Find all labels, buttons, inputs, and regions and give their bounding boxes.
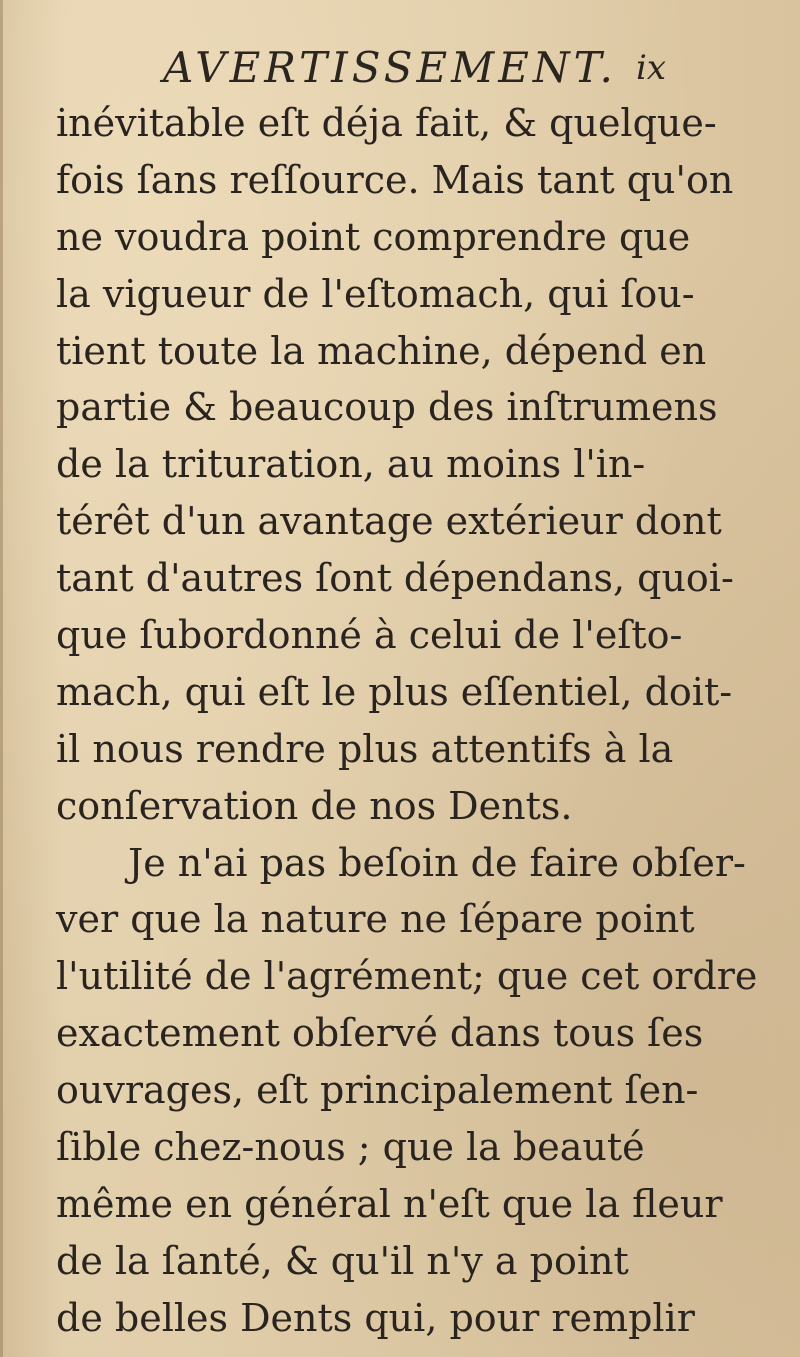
text-line: de la trituration, au moins l'in- bbox=[56, 442, 646, 487]
text-line: ouvrages, eſt principalement ſen- bbox=[56, 1068, 699, 1113]
page-gutter-edge bbox=[0, 0, 3, 1357]
text-line: partie & beaucoup des inſtrumens bbox=[56, 385, 718, 430]
text-line: il nous rendre plus attentifs à la bbox=[56, 726, 674, 771]
text-line: même en général n'eſt que la fleur bbox=[56, 1181, 723, 1226]
text-line: ne voudra point comprendre que bbox=[56, 214, 691, 259]
text-line: conſervation de nos Dents. bbox=[56, 783, 573, 828]
text-line: fois ſans reſſource. Mais tant qu'on bbox=[56, 157, 734, 202]
text-line: ſible chez-nous ; que la beauté bbox=[56, 1125, 645, 1170]
text-line: tient toute la machine, dépend en bbox=[56, 328, 707, 373]
text-line: térêt d'un avantage extérieur dont bbox=[56, 499, 722, 544]
text-line: tant d'autres ſont dépendans, quoi- bbox=[56, 556, 734, 601]
text-line: inévitable eſt déja fait, & quelque- bbox=[56, 101, 717, 145]
paragraph-start-line: Je n'ai pas beſoin de faire obſer- bbox=[128, 840, 746, 885]
text-line: de belles Dents qui, pour remplir bbox=[56, 1295, 695, 1340]
body-text bbox=[56, 95, 776, 1347]
text-line: que ſubordonné à celui de l'eſto- bbox=[56, 613, 683, 658]
text-line: ver que la nature ne ſépare point bbox=[56, 897, 695, 942]
page-header bbox=[0, 38, 800, 98]
text-line: l'utilité de l'agrément; que cet ordre bbox=[56, 954, 758, 999]
text-line: la vigueur de l'eſtomach, qui ſou- bbox=[56, 271, 695, 316]
page-number: ix bbox=[636, 48, 667, 88]
text-line: mach, qui eſt le plus eſſentiel, doit- bbox=[56, 669, 733, 714]
text-line: de la ſanté, & qu'il n'y a point bbox=[56, 1238, 629, 1283]
text-line: exactement obſervé dans tous ſes bbox=[56, 1011, 704, 1056]
running-title: AVERTISSEMENT. bbox=[163, 43, 617, 92]
